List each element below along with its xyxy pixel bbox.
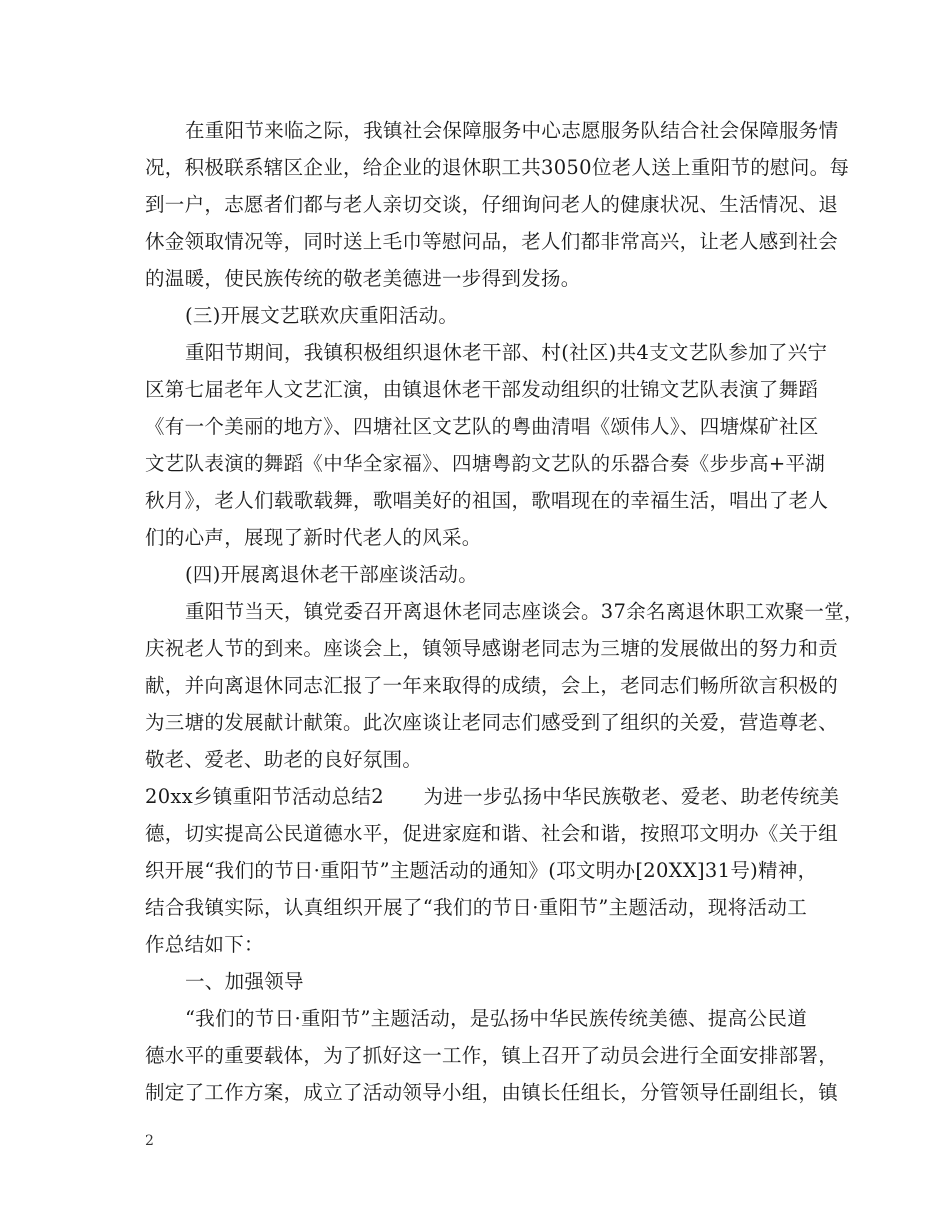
text-line: 结合我镇实际，认真组织开展了“我们的节日·重阳节”主题活动，现将活动工 bbox=[145, 896, 807, 919]
text-line: 为三塘的发展献计献策。此次座谈让老同志们感受到了组织的关爱，营造尊老、 bbox=[145, 711, 839, 734]
text-line: 制定了工作方案，成立了活动领导小组，由镇长任组长，分管领导任副组长，镇 bbox=[145, 1081, 839, 1104]
text-line: 文艺队表演的舞蹈《中华全家福》、四塘粤韵文艺队的乐器合奏《步步高+平湖 bbox=[145, 452, 826, 475]
text-line: 织开展“我们的节日·重阳节”主题活动的通知》(邛文明办[20XX]31号)精神， bbox=[145, 859, 818, 882]
text-line: 重阳节当天，镇党委召开离退休老同志座谈会。37余名离退休职工欢聚一堂， bbox=[185, 600, 864, 623]
text-line: 重阳节期间，我镇积极组织退休老干部、村(社区)共4支文艺队参加了兴宁 bbox=[185, 341, 828, 364]
text-line: (四)开展离退休老干部座谈活动。 bbox=[185, 563, 479, 586]
page-number: 2 bbox=[145, 1133, 154, 1149]
text-line: 区第七届老年人文艺汇演，由镇退休老干部发动组织的壮锦文艺队表演了舞蹈 bbox=[145, 378, 819, 401]
text-line: (三)开展文艺联欢庆重阳活动。 bbox=[185, 304, 459, 327]
text-line: 休金领取情况等，同时送上毛巾等慰问品，老人们都非常高兴，让老人感到社会 bbox=[145, 230, 839, 253]
text-line: 德，切实提高公民道德水平，促进家庭和谐、社会和谐，按照邛文明办《关于组 bbox=[145, 822, 839, 845]
text-line: 20xx乡镇重阳节活动总结2 为进一步弘扬中华民族敬老、爱老、助老传统美 bbox=[145, 785, 840, 808]
text-line: 在重阳节来临之际，我镇社会保障服务中心志愿服务队结合社会保障服务情 bbox=[185, 119, 839, 142]
text-line: 的温暖，使民族传统的敬老美德进一步得到发扬。 bbox=[145, 267, 581, 290]
text-line: 作总结如下： bbox=[145, 933, 264, 956]
text-line: 献，并向离退休同志汇报了一年来取得的成绩，会上，老同志们畅所欲言积极的 bbox=[145, 674, 839, 697]
document-body bbox=[145, 112, 864, 1111]
text-line: 秋月》，老人们载歌载舞，歌唱美好的祖国，歌唱现在的幸福生活，唱出了老人 bbox=[145, 489, 829, 512]
text-line: 德水平的重要载体，为了抓好这一工作，镇上召开了动员会进行全面安排部署， bbox=[145, 1044, 839, 1067]
text-line: 庆祝老人节的到来。座谈会上，镇领导感谢老同志为三塘的发展做出的努力和贡 bbox=[145, 637, 839, 660]
text-line: 到一户，志愿者们都与老人亲切交谈，仔细询问老人的健康状况、生活情况、退 bbox=[145, 193, 839, 216]
text-line: 敬老、爱老、助老的良好氛围。 bbox=[145, 748, 423, 771]
text-line: 一、加强领导 bbox=[185, 970, 304, 993]
text-line: 况，积极联系辖区企业，给企业的退休职工共3050位老人送上重阳节的慰问。每 bbox=[145, 156, 850, 179]
text-line: 们的心声，展现了新时代老人的风采。 bbox=[145, 526, 482, 549]
text-line: 《有一个美丽的地方》、四塘社区文艺队的粤曲清唱《颂伟人》、四塘煤矿社区 bbox=[145, 415, 819, 438]
text-line: “我们的节日·重阳节”主题活动，是弘扬中华民族传统美德、提高公民道 bbox=[185, 1007, 807, 1030]
